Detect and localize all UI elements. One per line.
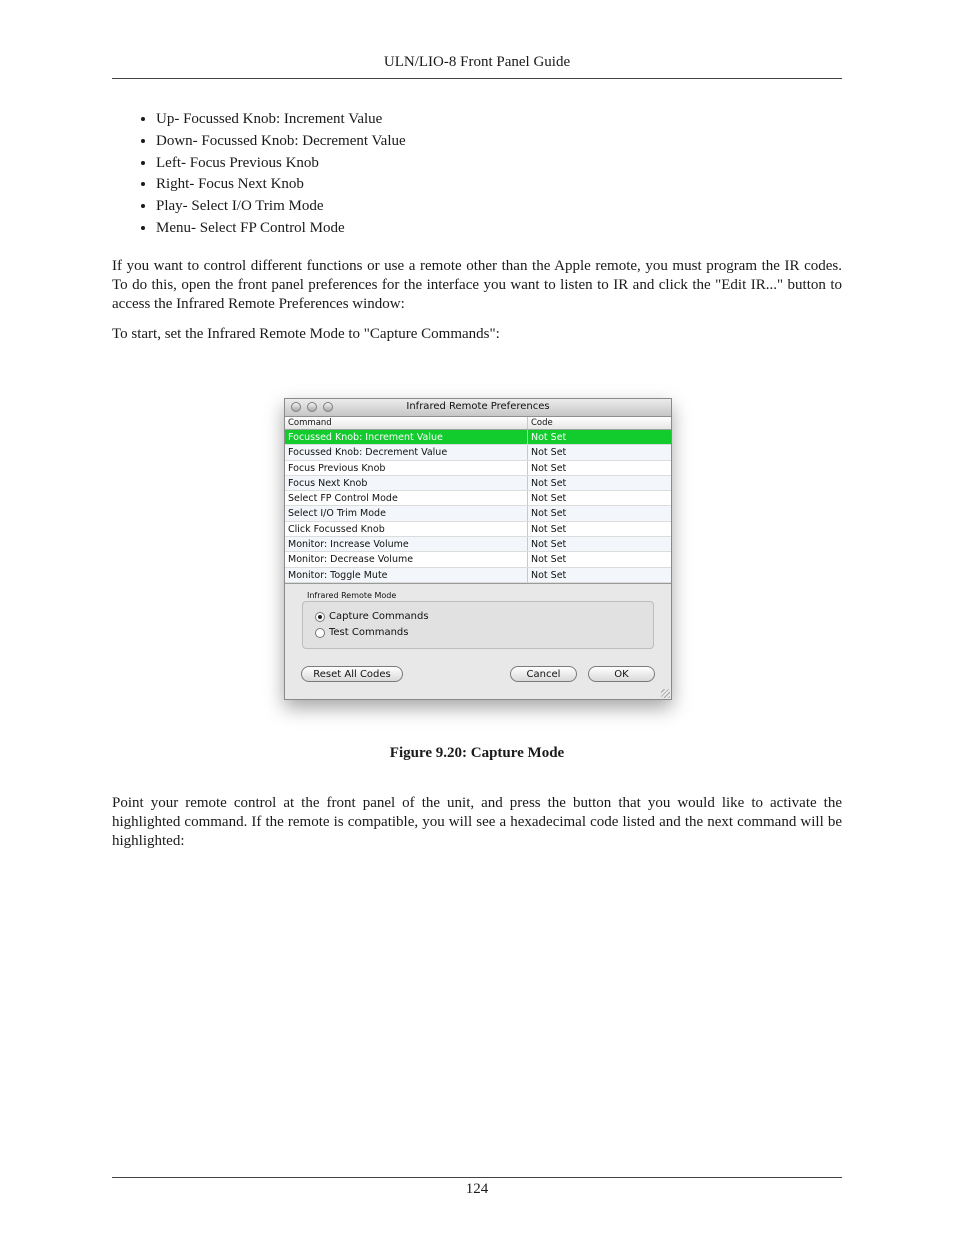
- capture-paragraph: Point your remote control at the front panel of the unit, and press the button that you would like to activate the highlighted command. If the remote is compatible, you will see a hexadecimal code listed and the next command will be highlighted:: [112, 795, 842, 849]
- command-cell: Focussed Knob: Decrement Value: [285, 445, 528, 459]
- radio-selected-icon[interactable]: [315, 612, 325, 622]
- infrared-remote-preferences-window: [284, 398, 672, 700]
- table-row[interactable]: [285, 568, 671, 583]
- code-cell: Not Set: [531, 569, 567, 581]
- table-row[interactable]: [285, 506, 671, 521]
- code-cell: Not Set: [531, 477, 567, 489]
- column-header-command[interactable]: Command: [285, 417, 528, 429]
- table-row[interactable]: [285, 430, 671, 445]
- page-number: 124: [465, 1181, 489, 1197]
- running-header: ULN/LIO-8 Front Panel Guide: [383, 54, 571, 70]
- command-cell: Select FP Control Mode: [285, 491, 528, 505]
- intro-paragraph: If you want to control different functions or use a remote other than the Apple remote, you must program the IR codes. To do this, open the front panel preferences for the interface you want to listen to IR and click the "Edit IR..." button to access the Infrared Remote Preferences window:: [112, 258, 842, 312]
- footer-rule: [112, 1177, 842, 1178]
- command-table[interactable]: [285, 417, 671, 584]
- command-cell: Focus Previous Knob: [285, 461, 528, 475]
- header-rule: [112, 78, 842, 79]
- column-header-code[interactable]: Code: [531, 418, 553, 428]
- command-cell: Focussed Knob: Increment Value: [285, 430, 528, 444]
- table-row[interactable]: [285, 445, 671, 460]
- command-cell: Monitor: Increase Volume: [285, 537, 528, 551]
- code-cell: Not Set: [531, 447, 567, 459]
- resize-grip-icon[interactable]: [661, 689, 670, 698]
- code-cell: Not Set: [531, 493, 567, 505]
- command-cell: Monitor: Toggle Mute: [285, 568, 528, 582]
- command-cell: Select I/O Trim Mode: [285, 506, 528, 520]
- capture-commands-option[interactable]: [315, 611, 429, 622]
- list-item: • Menu- Select FP Control Mode: [156, 218, 406, 240]
- mode-group-label: Infrared Remote Mode: [307, 591, 397, 600]
- code-cell: Not Set: [531, 432, 567, 443]
- list-item: • Play- Select I/O Trim Mode: [156, 196, 406, 218]
- command-cell: Monitor: Decrease Volume: [285, 552, 528, 566]
- code-cell: Not Set: [531, 539, 567, 551]
- code-cell: Not Set: [531, 508, 567, 520]
- table-row[interactable]: [285, 461, 671, 476]
- code-cell: Not Set: [531, 523, 567, 535]
- instruction-paragraph: To start, set the Infrared Remote Mode to "Capture Commands":: [112, 326, 500, 342]
- capture-commands-label[interactable]: Capture Commands: [329, 611, 429, 622]
- table-row[interactable]: [285, 537, 671, 552]
- code-cell: Not Set: [531, 554, 567, 566]
- table-row[interactable]: [285, 491, 671, 506]
- list-item: • Up- Focussed Knob: Increment Value: [156, 109, 406, 131]
- table-row[interactable]: [285, 522, 671, 537]
- cancel-button[interactable]: Cancel: [510, 666, 577, 682]
- table-row[interactable]: [285, 476, 671, 491]
- command-cell: Focus Next Knob: [285, 476, 528, 490]
- window-titlebar[interactable]: [285, 399, 671, 417]
- ok-button[interactable]: OK: [588, 666, 655, 682]
- table-header: [285, 417, 671, 430]
- table-row[interactable]: [285, 552, 671, 567]
- window-title: Infrared Remote Preferences: [406, 401, 550, 412]
- mode-group-box: [302, 601, 654, 649]
- code-cell: Not Set: [531, 462, 567, 474]
- list-item: • Down- Focussed Knob: Decrement Value: [156, 131, 406, 153]
- reset-all-codes-button[interactable]: Reset All Codes: [301, 666, 403, 682]
- radio-unselected-icon[interactable]: [315, 628, 325, 638]
- remote-button-list: [140, 109, 406, 240]
- test-commands-option[interactable]: [315, 627, 408, 638]
- command-cell: Click Focussed Knob: [285, 522, 528, 536]
- list-item: • Left- Focus Previous Knob: [156, 153, 406, 175]
- list-item: • Right- Focus Next Knob: [156, 174, 406, 196]
- test-commands-label[interactable]: Test Commands: [329, 627, 409, 638]
- figure-caption: Figure 9.20: Capture Mode: [389, 745, 565, 761]
